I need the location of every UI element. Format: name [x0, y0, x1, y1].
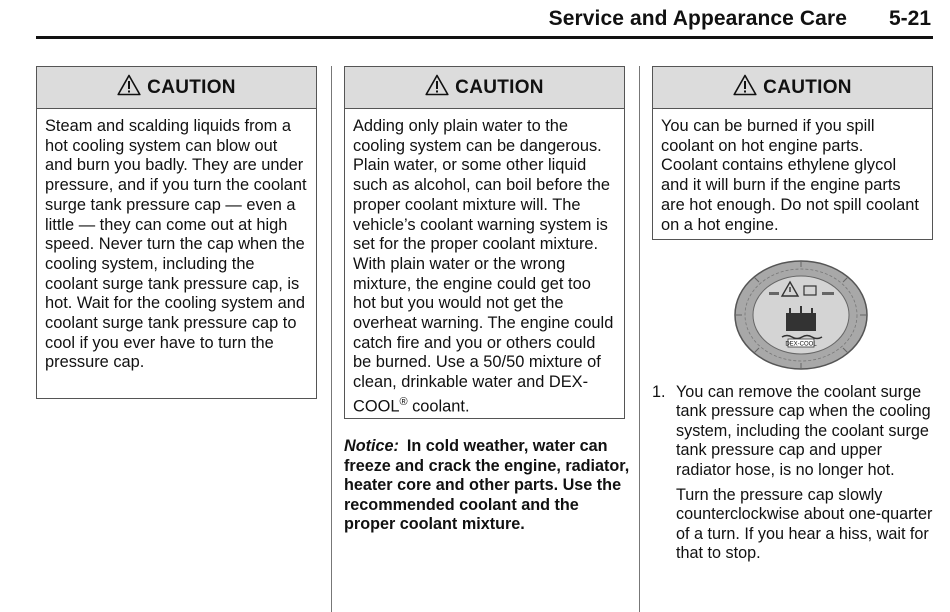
notice-label: Notice: [344, 437, 399, 455]
page-header [36, 0, 933, 39]
caution-header [37, 67, 316, 109]
pressure-cap-illustration [732, 258, 870, 373]
cap-label: DEX-COOL [785, 341, 817, 348]
step-paragraph: You can remove the coolant surge tank pressure cap when the cooling system, including the coolant surge tank pressure cap and upper radiator hose, is no longer hot. [676, 383, 931, 479]
warning-triangle-icon [733, 74, 757, 96]
caution-box-burn [652, 66, 933, 240]
section-title: Service and Appearance Care [548, 7, 847, 30]
caution-label: CAUTION [455, 76, 544, 98]
registered-mark: ® [399, 395, 408, 408]
caution-header [653, 67, 932, 109]
caution-text: You can be burned if you spill coolant on hot engine parts. Coolant contains ethylene glycol and it will burn if the engine parts are hot enough. Do not spill coolant on a hot engine. [661, 117, 919, 234]
caution-label: CAUTION [763, 76, 852, 98]
pressure-cap-drawing [732, 258, 870, 373]
warning-triangle-icon [425, 74, 449, 96]
warning-triangle-icon [117, 74, 141, 96]
column-divider [331, 66, 332, 612]
page-number: 5-21 [888, 7, 931, 30]
caution-header [345, 67, 624, 109]
caution-text-end: coolant. [407, 397, 470, 416]
step-paragraph: Turn the pressure cap slowly counterclockwise about one-quarter of a turn. If you hear a hiss, wait for that to stop. [676, 486, 933, 563]
notice-text: In cold weather, water can freeze and crack the engine, radiator, heater core and other parts. Use the recommended coolant and the proper coolant mixture. [344, 437, 630, 534]
caution-box-scalding [36, 66, 317, 399]
step-item [652, 383, 937, 564]
caution-box-plain-water [344, 66, 625, 419]
caution-text-main: Adding only plain water to the cooling system can be dangerous. Plain water, or some other liquid such as alcohol, can boil before the proper coolant mixture will. The vehicle’s coolant warning system is set for the proper coolant mixture. With plain water or the wrong mixture, the engine could get too hot but you would not get the overheat warning. The engine could catch fire and you or others could be burned. Use a 50/50 mixture of clean, drinkable water and DEX-COOL [353, 117, 614, 416]
step-number: 1. [652, 383, 666, 401]
steps-list [652, 383, 937, 570]
caution-text [345, 109, 624, 425]
caution-label: CAUTION [147, 76, 236, 98]
notice-paragraph [344, 437, 634, 535]
caution-text: Steam and scalding liquids from a hot cooling system can blow out and burn you badly. They are under pressure, and if you turn the coolant surge tank pressure cap — even a little — they can come out at high speed. Never turn the cap when the cooling system, including the coolant surge tank pressure cap, is hot. Wait for the cooling system and coolant surge tank pressure cap to cool if you ever have to turn the pressure cap. [45, 117, 307, 372]
column-divider [639, 66, 640, 612]
